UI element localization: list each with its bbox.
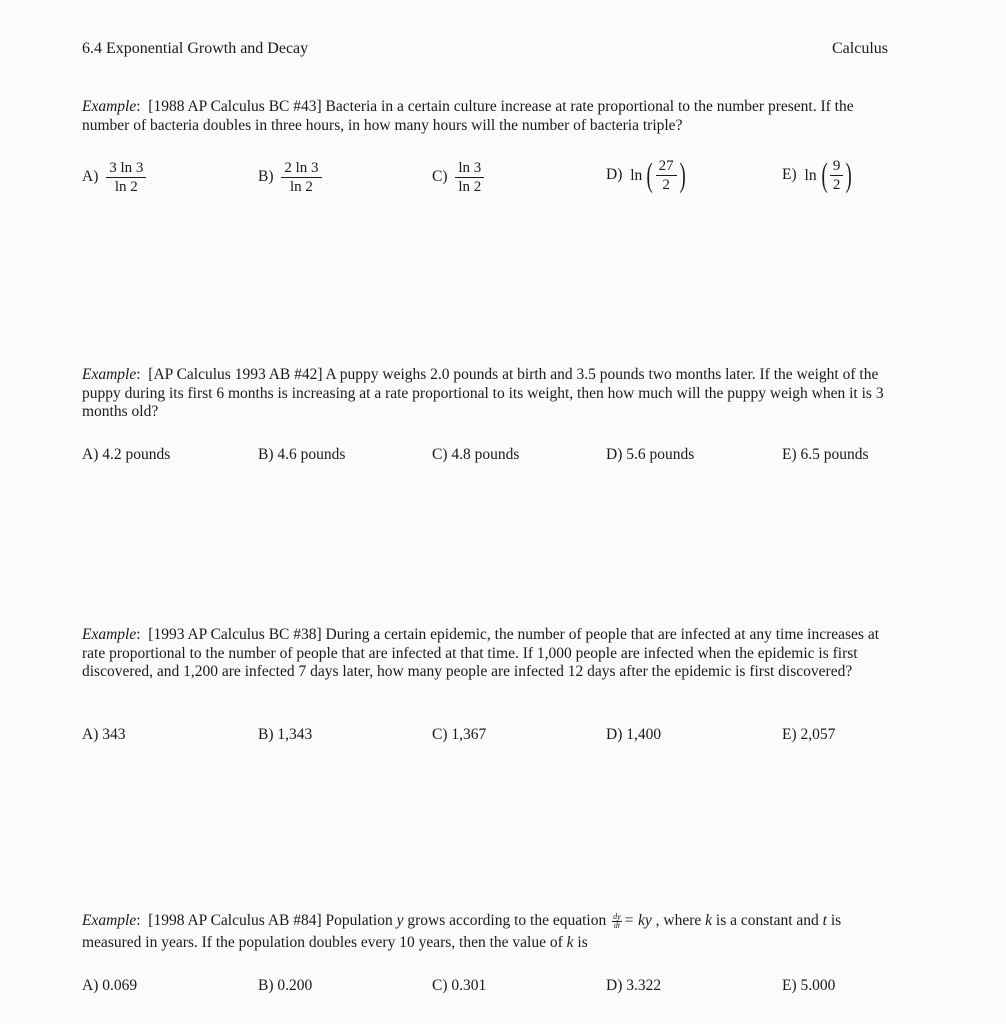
question-2: Example: [AP Calculus 1993 AB #42] A puppy weighs 2.0 pounds at birth and 3.5 pounds two months later. If the weight of the puppy during its first 6 months is increasing at a rate proportional to its weight, then how much will the puppy weigh when it is 3 months old? xyxy=(82,366,884,420)
question-4-text: grows according to the equation xyxy=(407,912,607,929)
q3-choice-a: A) 343 xyxy=(82,726,126,743)
choice-letter: E) xyxy=(782,166,797,184)
q1-choice-e xyxy=(782,158,855,193)
choice-letter: C) xyxy=(432,168,448,186)
numerator: 3 ln 3 xyxy=(106,160,146,178)
fraction xyxy=(656,158,677,193)
question-4-text: is a constant and xyxy=(715,912,819,929)
q2-choice-b: B) 4.6 pounds xyxy=(258,446,346,463)
ln-label: ln xyxy=(630,166,643,184)
example-label: Example xyxy=(82,626,137,643)
q1-choice-b xyxy=(258,160,322,195)
numerator: 9 xyxy=(830,158,844,176)
denominator: ln 2 xyxy=(290,179,313,195)
question-1-text: [1988 AP Calculus BC #43] Bacteria in a certain culture increase at rate proportional to the number present. If the number of bacteria doubles in three hours, in how many hours will the number of bacteria triple? xyxy=(82,98,854,134)
denominator: 2 xyxy=(662,177,670,193)
numerator: dy xyxy=(613,911,621,921)
ln-expression xyxy=(626,158,688,193)
q3-choice-b: B) 1,343 xyxy=(258,726,313,743)
example-label: Example xyxy=(82,98,137,115)
q1-choice-a xyxy=(82,160,146,195)
fraction xyxy=(830,158,844,193)
denominator: ln 2 xyxy=(114,179,138,195)
variable: k xyxy=(566,934,574,951)
q2-choice-a: A) 4.2 pounds xyxy=(82,446,171,463)
variable: y xyxy=(396,912,404,929)
question-4: Example: [1998 AP Calculus AB #84] Population y grows according to the equation $\frac{dy}{dt}$ = ky , where k is a constant and t is measured in years. If the population doubles every 10 years, then the value of k is xyxy=(82,911,842,951)
ln-expression xyxy=(801,158,855,193)
denominator: dt xyxy=(613,920,620,930)
denominator: 2 xyxy=(832,177,841,193)
fraction xyxy=(106,160,146,195)
q4-choice-a: A) 0.069 xyxy=(82,977,138,994)
question-4-text: is xyxy=(577,934,588,951)
q1-choice-d xyxy=(606,158,688,193)
q4-choice-d: D) 3.322 xyxy=(606,977,662,994)
numerator: ln 3 xyxy=(455,160,484,178)
variable: k xyxy=(705,912,713,929)
numerator: 27 xyxy=(656,158,677,176)
equation: = ky xyxy=(623,912,652,929)
example-label: Example xyxy=(82,912,137,929)
fraction xyxy=(455,160,484,195)
q2-choice-c: C) 4.8 pounds xyxy=(432,446,520,463)
parenthesized-fraction: ( $\frac{9}{2}$ ) xyxy=(821,156,853,194)
q3-choice-c: C) 1,367 xyxy=(432,726,487,743)
choice-letter: A) xyxy=(82,168,99,186)
choice-letter: D) xyxy=(606,166,623,184)
ln-label: ln xyxy=(804,166,817,184)
q2-choice-e: E) 6.5 pounds xyxy=(782,446,869,463)
q2-choice-d: D) 5.6 pounds xyxy=(606,446,695,463)
fraction xyxy=(281,160,321,195)
question-1: Example: [1988 AP Calculus BC #43] Bacteria in a certain culture increase at rate proportional to the number present. If the number of bacteria doubles in three hours, in how many hours will the number of bacteria triple? xyxy=(82,98,854,134)
numerator: 2 ln 3 xyxy=(281,160,321,178)
question-4-text: , where xyxy=(655,912,702,929)
parenthesized-fraction: ( $\frac{27}{2}$ ) xyxy=(646,156,686,194)
q4-choice-c: C) 0.301 xyxy=(432,977,487,994)
q1-choice-c xyxy=(432,160,484,195)
denominator: ln 2 xyxy=(458,179,482,195)
q3-choice-d: D) 1,400 xyxy=(606,726,662,743)
derivative xyxy=(612,913,622,930)
question-3: Example: [1993 AP Calculus BC #38] During a certain epidemic, the number of people that are infected at any time increases at rate proportional to the number of people that are infected at that time. If 1,000 people are infected when the epidemic is first discovered, and 1,200 are infected 7 days later, how many people are infected 12 days after the epidemic is first discovered? xyxy=(82,626,879,680)
variable: t xyxy=(822,912,827,929)
question-2-text: [AP Calculus 1993 AB #42] A puppy weighs 2.0 pounds at birth and 3.5 pounds two months later. If the weight of the puppy during its first 6 months is increasing at a rate proportional to its weight, then how much will the puppy weigh when it is 3 months old? xyxy=(82,366,884,420)
question-3-text: [1993 AP Calculus BC #38] During a certain epidemic, the number of people that are infected at any time increases at rate proportional to the number of people that are infected at that time. If 1,000 people are infected when the epidemic is first discovered, and 1,200 are infected 7 days later, how many people are infected 12 days after the epidemic is first discovered? xyxy=(82,626,879,680)
choice-letter: B) xyxy=(258,168,274,186)
question-4-text: [1998 AP Calculus AB #84] Population xyxy=(148,912,393,929)
question-4-text: is measured in years. If the population doubles every 10 years, then the value of xyxy=(82,912,842,951)
example-label: Example xyxy=(82,366,137,383)
q3-choice-e: E) 2,057 xyxy=(782,726,836,743)
q4-choice-b: B) 0.200 xyxy=(258,977,313,994)
header-subject: Calculus xyxy=(832,40,888,57)
q4-choice-e: E) 5.000 xyxy=(782,977,836,994)
header-title: 6.4 Exponential Growth and Decay xyxy=(82,40,309,57)
